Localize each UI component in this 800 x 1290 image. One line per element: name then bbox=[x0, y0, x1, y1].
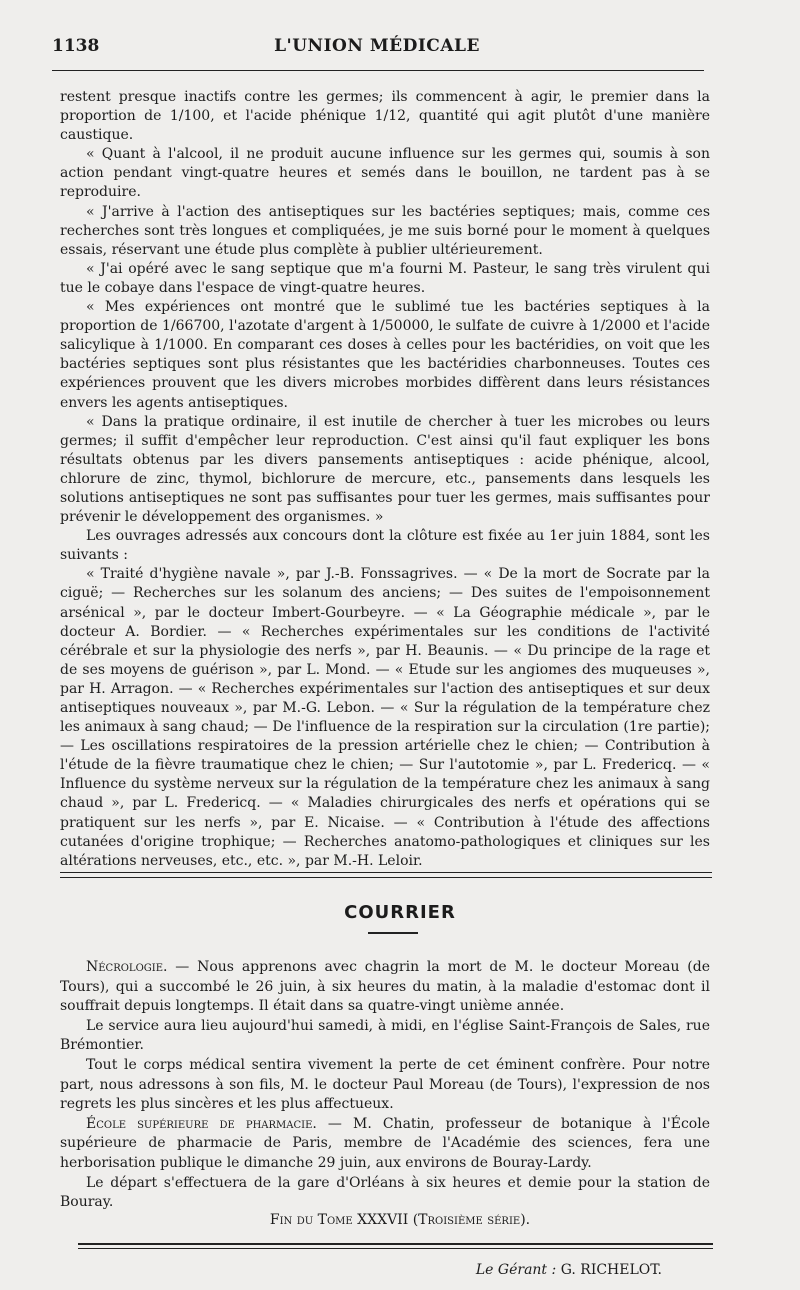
gerant-label: Le Gérant : bbox=[475, 1262, 557, 1278]
end-of-volume: Fin du Tome XXXVII (Troisième série). bbox=[269, 1212, 531, 1228]
page-number: 1138 bbox=[52, 36, 100, 56]
footer-rule bbox=[78, 1248, 713, 1249]
paragraph: Le départ s'effectuera de la gare d'Orléans à six heures et demie pour la station de Bouray. bbox=[60, 1174, 710, 1211]
paragraph: restent presque inactifs contre les germes; ils commencent à agir, le premier dans la proportion de 1/100, et l'acide phénique 1/12, quantité qui agit plutôt d'une manière caustique. bbox=[60, 89, 710, 144]
page-header bbox=[52, 36, 702, 62]
paragraph: « Mes expériences ont montré que le sublimé tue les bactéries septiques à la proportion de 1/66700, l'azotate d'argent à 1/50000, le sulfate de cuivre à 1/2000 et l'acide salicylique à 1/1000. En comparant ces doses à celles pour les bactéridies, on voit que les bactéries septiques sont plus résistantes que les bactéridies charbonneuses. Toutes ces expériences prouvent que les divers microbes morbides diffèrent dans leurs résistances envers les agents antiseptiques. bbox=[60, 299, 710, 411]
courrier-heading: COURRIER bbox=[344, 902, 456, 923]
ecole-paragraph bbox=[60, 1115, 710, 1174]
paragraph: « J'arrive à l'action des antiseptiques sur les bactéries septiques; mais, comme ces recherches sont très longues et compliquées, je me suis borné pour le moment à quelques essais, réservant une étude plus complète à publier ultérieurement. bbox=[60, 203, 710, 258]
paragraph: « Traité d'hygiène navale », par J.-B. Fonssagrives. — « De la mort de Socrate par la ciguë; — Recherches sur les solanum des anciens; — Des suites de l'empoisonnement arsénical », par le docteur Imbert-Gourbeyre. — « La Géographie médicale », par le docteur A. Bordier. — « Recherches expérimentales sur les conditions de l'activité cérébrale et sur la physiologie des nerfs », par H. Beaunis. — « Du principe de la rage et de ses moyens de guérison », par L. Mond. — « Etude sur les angiomes des muqueuses », par H. Arragon. — « Recherches expérimentales sur l'action des antiseptiques et sur deux antiseptiques nouveaux », par M.-G. Lebon. — « Sur la régulation de la température chez les animaux à sang chaud; — De l'influence de la respiration sur la circulation (1re partie); — Les oscillations respiratoires de la pression artérielle chez le chien; — Contribution à l'étude de la fièvre traumatique chez le chien; — Sur l'autotomie », par L. Fredericq. — « Influence du système nerveux sur la régulation de la température chez les animaux à sang chaud », par L. Fredericq. — « Maladies chirurgicales des nerfs et opérations qui se pratiquent sur les nerfs », par E. Nicaise. — « Contribution à l'étude des affections cutanées d'origine trophique; — Recherches anatomo-pathologiques et cliniques sur les altérations nerveuses, etc., etc. », par M.-H. Leloir. bbox=[60, 566, 710, 869]
running-title: L'UNION MÉDICALE bbox=[274, 36, 480, 56]
paragraph: Tout le corps médical sentira vivement la perte de cet éminent confrère. Pour notre part, nous adressons à son fils, M. le docteur Paul Moreau (de Tours), l'expression de nos regrets les plus sincères et les plus affectueux. bbox=[60, 1056, 710, 1113]
section-rule bbox=[60, 872, 712, 873]
paragraph: « Dans la pratique ordinaire, il est inutile de chercher à tuer les microbes ou leurs germes; il suffit d'empêcher leur reproduction. C'est ainsi qu'il faut expliquer les bons résultats obtenus par les divers pansements antiseptiques : acide phénique, alcool, chlorure de zinc, thymol, bichlorure de mercure, etc., pansements dans lesquels les solutions antiseptiques ne sont pas suffisantes pour tuer les germes, mais suffisantes pour prévenir le développement des organismes. » bbox=[60, 413, 710, 526]
header-rule bbox=[52, 70, 704, 71]
necrologie-paragraph bbox=[60, 958, 710, 1017]
ecole-text: — M. Chatin, professeur de botanique à l'École supérieure de pharmacie de Paris, membre de l'Académie des sciences, fera une herborisation publique le dimanche 29 juin, aux environs de Bouray-Lardy. bbox=[60, 1115, 710, 1171]
heading-underline bbox=[368, 932, 418, 934]
gerant-signature bbox=[476, 1262, 662, 1278]
necrologie-label: Nécrologie. bbox=[86, 959, 168, 975]
article-body bbox=[60, 88, 710, 871]
paragraph: Les ouvrages adressés aux concours dont la clôture est fixée au 1er juin 1884, sont les suivants : bbox=[60, 528, 710, 564]
gerant-name: G. RICHELOT. bbox=[560, 1262, 662, 1278]
footer-rule bbox=[78, 1243, 713, 1245]
paragraph: Le service aura lieu aujourd'hui samedi, à midi, en l'église Saint-François de Sales, rue Brémontier. bbox=[60, 1017, 710, 1054]
courrier-section bbox=[60, 958, 710, 1213]
paragraph: « Quant à l'alcool, il ne produit aucune influence sur les germes qui, soumis à son action pendant vingt-quatre heures et semés dans le bouillon, ne tardent pas à se reproduire. bbox=[60, 146, 710, 201]
paragraph: « J'ai opéré avec le sang septique que m'a fourni M. Pasteur, le sang très virulent qui tue le cobaye dans l'espace de vingt-quatre heures. bbox=[60, 260, 710, 296]
section-rule bbox=[60, 877, 712, 878]
necrologie-text: — Nous apprenons avec chagrin la mort de M. le docteur Moreau (de Tours), qui a succombé le 26 juin, à six heures du matin, à la maladie d'estomac dont il souffrait depuis longtemps. Il était dans sa quatre-vingt unième année. bbox=[60, 959, 710, 1015]
ecole-label: École supérieure de pharmacie. bbox=[86, 1115, 317, 1132]
